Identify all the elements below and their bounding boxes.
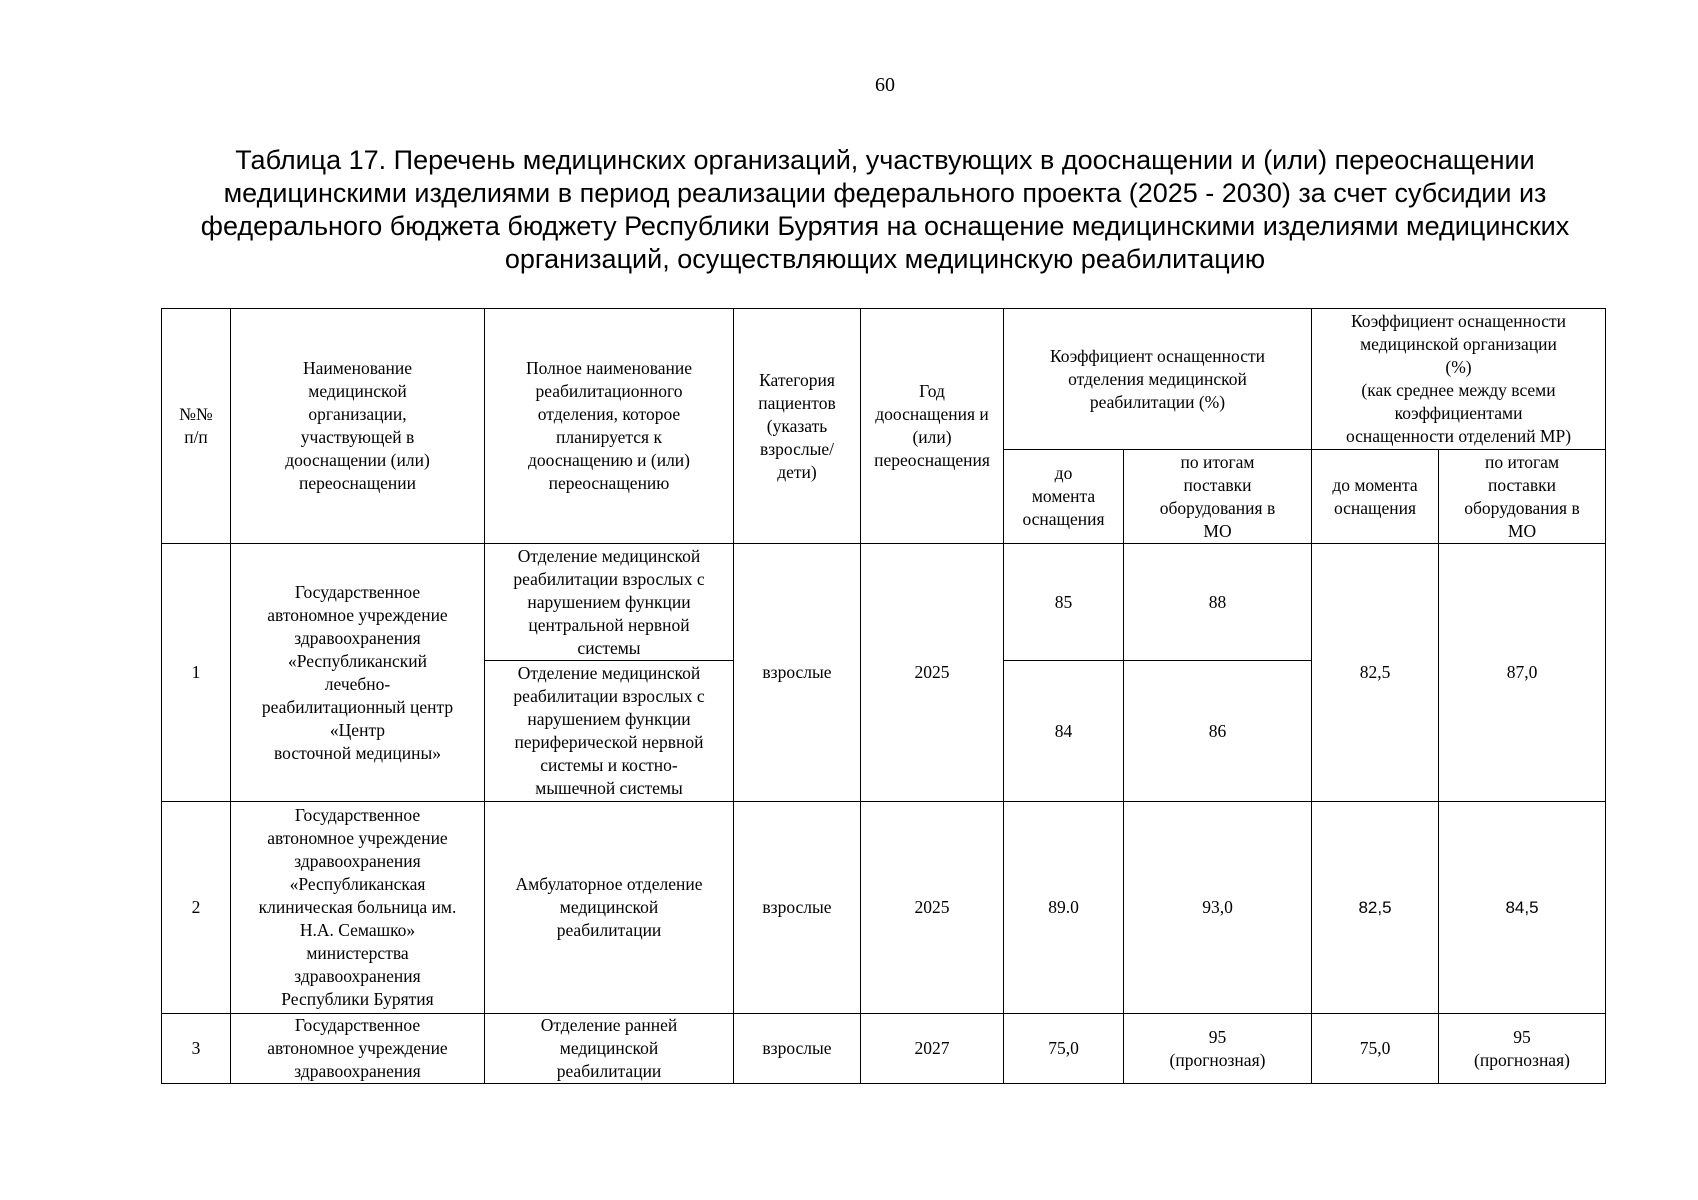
coef-before: 75,0 (1004, 1014, 1124, 1084)
year: 2025 (861, 802, 1004, 1014)
header-line: оборудования в (1159, 497, 1276, 518)
row-num: 3 (162, 1014, 231, 1084)
header-line: дооснащения и (875, 404, 989, 424)
page-number: 60 (875, 74, 895, 96)
org-name (231, 1014, 485, 1084)
cell-line: Республики Бурятия (281, 989, 434, 1009)
year: 2025 (861, 544, 1004, 802)
header-line: (указать (766, 415, 828, 436)
cell-line: «Республиканская (289, 874, 426, 894)
header-org (231, 309, 485, 544)
year: 2027 (861, 1014, 1004, 1084)
header-line: момента (1031, 486, 1096, 506)
header-dept-coef (1004, 309, 1312, 450)
coef-after: 88 (1124, 544, 1312, 661)
org-coef-before: 82,5 (1312, 802, 1439, 1014)
header-before (1004, 450, 1124, 544)
table-title (200, 144, 1570, 276)
coef-after: 86 (1124, 661, 1312, 802)
coef-before: 84 (1004, 661, 1124, 802)
coef-after: 93,0 (1124, 802, 1312, 1014)
header-line: дооснащению и (или) (527, 450, 691, 470)
cell-line: «Центр (329, 719, 386, 740)
organizations-table (161, 308, 1606, 1084)
header-line: планируется к (556, 427, 662, 447)
cell-line: реабилитационный центр (261, 696, 454, 717)
header-line: Категория (759, 369, 835, 390)
header-line: Год (919, 381, 945, 401)
cell-line: здравоохранения (294, 966, 421, 986)
dept-name (485, 661, 734, 802)
cell-line: Амбулаторное отделение (515, 874, 703, 894)
header-line: реабилитации (%) (1089, 391, 1226, 412)
org-coef-after (1439, 1014, 1606, 1084)
cell-line: медицинской (559, 1038, 659, 1058)
cell-line: Государственное (294, 1015, 421, 1035)
cell-line: «Республиканский (287, 650, 428, 671)
header-dept (485, 309, 734, 544)
dept-name (485, 1014, 734, 1084)
org-name (231, 802, 485, 1014)
header-line: отделения, которое (537, 404, 681, 424)
cell-line: реабилитации (556, 920, 662, 940)
cell-line: Отделение медицинской (517, 545, 701, 566)
cell-line: клиническая больница им. (258, 897, 457, 917)
header-line: участвующей в (300, 427, 415, 447)
cell-line: реабилитации взрослых с (513, 686, 705, 706)
header-line: оснащения (1333, 497, 1417, 518)
cell-line: здравоохранения (294, 851, 421, 871)
cell-line: автономное учреждение (267, 604, 448, 625)
header-num (162, 309, 231, 544)
patient-category: взрослые (734, 1014, 861, 1084)
header-line: по итогам (1180, 451, 1255, 472)
cell-line: периферической нервной (514, 732, 704, 752)
cell-line: 95 (1513, 1026, 1531, 1047)
header-line: взрослые/ (760, 438, 834, 459)
header-line: отделения медицинской (1068, 368, 1247, 389)
cell-line: Государственное (294, 805, 421, 825)
cell-line: Н.А. Семашко» (299, 920, 416, 940)
cell-line: восточной медицины» (274, 742, 441, 763)
header-org-coef (1312, 309, 1606, 450)
org-coef-before: 75,0 (1312, 1014, 1439, 1084)
header-line: МО (1203, 520, 1232, 541)
header-line: дети) (777, 461, 817, 482)
cell-line: Отделение медицинской (517, 663, 701, 683)
header-line: переоснащении (298, 473, 417, 493)
cell-line: нарушением функции (527, 591, 691, 612)
coef-before: 89.0 (1004, 802, 1124, 1014)
header-category (734, 309, 861, 544)
cell-line: (прогнозная) (1169, 1049, 1266, 1070)
header-line: поставки (1487, 474, 1557, 495)
cell-line: системы и костно- (540, 755, 678, 775)
cell-line: Отделение ранней (540, 1015, 678, 1035)
cell-line: системы (577, 637, 641, 658)
patient-category: взрослые (734, 802, 861, 1014)
cell-line: министерства (306, 943, 409, 963)
header-line: поставки (1183, 474, 1252, 495)
header-line: (или) (912, 427, 952, 447)
cell-line: здравоохранения (294, 627, 421, 648)
org-coef-after: 84,5 (1439, 802, 1606, 1014)
org-coef-before: 82,5 (1312, 544, 1439, 802)
table-row (162, 1014, 1606, 1084)
header-line: до (1054, 463, 1073, 483)
header-line: оборудования в (1464, 497, 1580, 518)
table-row (162, 544, 1606, 661)
header-line: коэффициентами (1394, 403, 1523, 423)
cell-line: здравоохранения (294, 1061, 421, 1081)
header-line: медицинской (308, 381, 407, 401)
header-line: медицинской организации (1360, 334, 1557, 354)
cell-line: (прогнозная) (1474, 1049, 1570, 1070)
coef-before: 85 (1004, 544, 1124, 661)
org-name (231, 544, 485, 802)
header-line: Коэффициент оснащенности (1350, 311, 1567, 331)
header-org-after (1439, 450, 1606, 544)
dept-name (485, 544, 734, 661)
header-line: по итогам (1484, 451, 1560, 472)
header-line: до момента (1332, 474, 1418, 495)
cell-line: мышечной системы (535, 778, 683, 798)
header-line: оснащения (1022, 509, 1105, 529)
cell-line: центральной нервной (528, 614, 690, 635)
title-line: федерального бюджета бюджету Республики Бурятия на оснащение медицинскими изделиями медицинских (200, 211, 1570, 241)
header-line: Полное наименование (525, 358, 693, 378)
cell-line: реабилитации (556, 1061, 662, 1081)
header-line: (%) (1445, 357, 1472, 377)
header-after (1124, 450, 1312, 544)
cell-line: 95 (1208, 1026, 1227, 1047)
cell-line: Государственное (294, 581, 421, 602)
cell-line: медицинской (559, 897, 659, 917)
header-line: переоснащению (548, 473, 670, 493)
header-line: реабилитационного (535, 381, 683, 401)
title-line: Таблица 17. Перечень медицинских организаций, участвующих в дооснащении и (или) переоснащении (235, 145, 1535, 175)
org-coef-after: 87,0 (1439, 544, 1606, 802)
cell-line: нарушением функции (527, 709, 691, 729)
header-line: МО (1507, 520, 1537, 541)
cell-line: автономное учреждение (267, 828, 448, 848)
header-line: пациентов (758, 392, 836, 413)
header-year (861, 309, 1004, 544)
table-row (162, 802, 1606, 1014)
header-line: дооснащении (или) (285, 450, 430, 470)
dept-name (485, 802, 734, 1014)
header-line: №№ (179, 404, 213, 424)
row-num: 2 (162, 802, 231, 1014)
title-line: медицинскими изделиями в период реализации федерального проекта (2025 - 2030) за счет субсидии из (223, 178, 1547, 208)
header-org-before (1312, 450, 1439, 544)
header-line: Наименование (302, 358, 413, 378)
cell-line: реабилитации взрослых с (513, 568, 705, 589)
cell-line: лечебно- (324, 673, 391, 694)
header-row (162, 309, 1606, 450)
coef-after (1124, 1014, 1312, 1084)
header-line: Коэффициент оснащенности (1049, 345, 1266, 366)
header-line: п/п (184, 427, 208, 447)
row-num: 1 (162, 544, 231, 802)
header-line: оснащенности отделений МР) (1345, 426, 1572, 446)
header-line: (как среднее между всеми (1361, 380, 1556, 400)
title-line: организаций, осуществляющих медицинскую реабилитацию (504, 244, 1266, 274)
header-line: организации, (308, 404, 407, 424)
patient-category: взрослые (734, 544, 861, 802)
cell-line: автономное учреждение (267, 1038, 448, 1058)
header-line: переоснащения (874, 450, 990, 470)
